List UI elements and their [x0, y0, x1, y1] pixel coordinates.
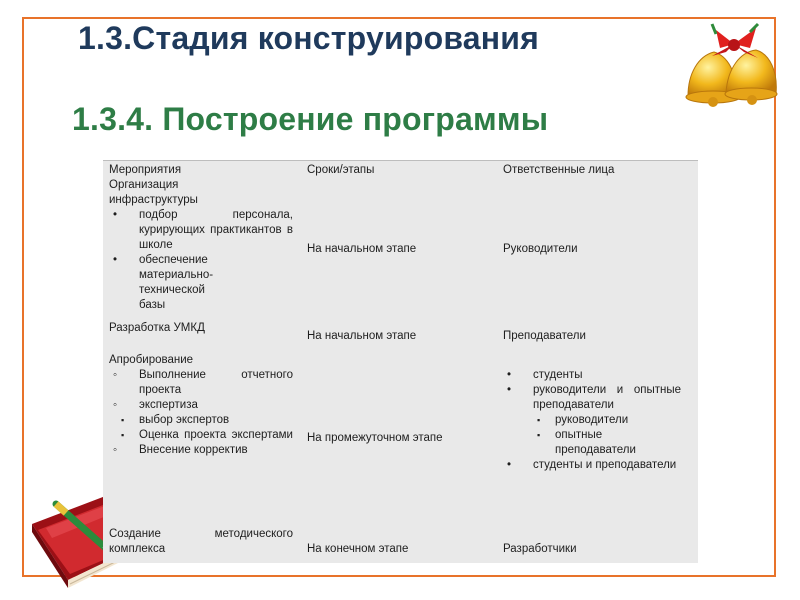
row-title: Апробирование [109, 354, 194, 366]
responsible-cell: Руководители [503, 243, 578, 255]
sub-list-item: ▪ руководители [525, 413, 681, 428]
row-infrastructure [109, 178, 293, 313]
row-title: Организация инфраструктуры [109, 179, 198, 206]
list-item: ◦ Выполнение отчетного проекта [109, 368, 293, 398]
sub-list-item: ▪ выбор экспертов [109, 413, 293, 428]
list-item: • обеспечение материально-технической базы [109, 253, 229, 313]
list-item: • подбор персонала, курирующих практикантов в школе [109, 208, 293, 253]
header-activities: Мероприятия [109, 164, 182, 176]
row-methodical-complex: Создание методического комплекса [109, 528, 293, 555]
term-cell: На конечном этапе [307, 543, 409, 555]
list-item-label: экспертиза [139, 399, 198, 411]
christmas-bells-icon [676, 22, 784, 108]
sub-list-item: ▪ опытные преподаватели [525, 428, 665, 458]
slide-title: 1.3.Стадия конструирования [78, 20, 540, 56]
list-item: • студенты [503, 368, 681, 383]
list-item: • студенты и преподаватели [503, 458, 681, 473]
list-item [109, 398, 293, 413]
responsible-list [503, 368, 681, 473]
row-approbation [109, 353, 293, 458]
header-responsible: Ответственные лица [503, 164, 615, 176]
header-terms: Сроки/этапы [307, 164, 375, 176]
table-top-border [103, 160, 698, 161]
responsible-cell: Преподаватели [503, 330, 586, 342]
responsible-cell: Разработчики [503, 543, 577, 555]
term-cell: На промежуточном этапе [307, 432, 443, 444]
program-table [103, 160, 698, 563]
slide-subtitle: 1.3.4. Построение программы [72, 101, 549, 137]
term-cell: На начальном этапе [307, 243, 417, 255]
row-umkd: Разработка УМКД [109, 322, 205, 334]
list-item: ◦ Внесение корректив [109, 443, 293, 458]
sub-list-item: ▪ Оценка проекта экспертами [109, 428, 293, 443]
term-cell: На начальном этапе [307, 330, 417, 342]
list-item: • руководители и опытные преподаватели [503, 383, 681, 413]
